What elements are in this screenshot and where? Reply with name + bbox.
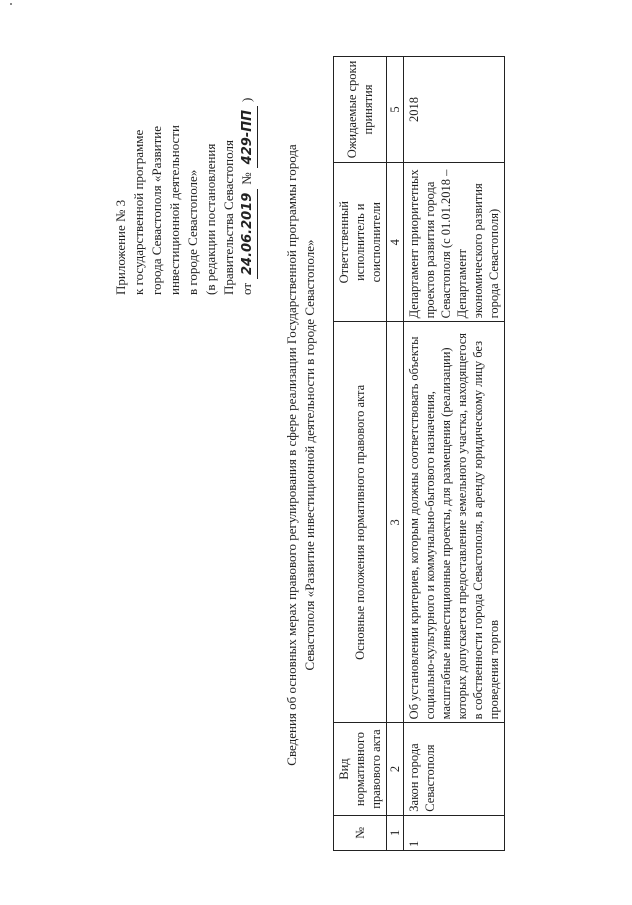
- row-provisions: Об установлении критериев, которым должны соответствовать объекты социально-культурного и коммунально-бытового назначения, масштабные инвестиционные проекты, для размещения (реализации) которых допускается предоставление земельного участка, находящегося в собственности города Севастополя, в аренду юридическому лицу без проведения торгов: [404, 322, 505, 723]
- scan-speck: [10, 3, 12, 5]
- appendix-line: инвестиционной деятельности: [167, 125, 182, 295]
- measures-table: [333, 56, 505, 851]
- appendix-line: к государственной программе: [131, 129, 146, 295]
- document-title: [283, 75, 319, 835]
- appendix-line: Правительства Севастополя: [221, 140, 236, 295]
- column-number: 5: [387, 57, 404, 163]
- number-prefix: №: [239, 172, 254, 185]
- appendix-line: города Севастополя «Развитие: [149, 125, 164, 295]
- appendix-line: Приложение № 3: [113, 199, 128, 295]
- appendix-line: в городе Севастополе»: [185, 169, 200, 295]
- header-act-kind: Вид нормативного правового акта: [334, 723, 387, 815]
- appendix-line: (в редакции постановления: [203, 143, 218, 295]
- column-number: 1: [387, 815, 404, 850]
- header-term: Ожидаемые сроки принятия: [334, 57, 387, 163]
- handwritten-number: 429-ПП: [239, 106, 258, 168]
- column-number-row: [387, 57, 404, 851]
- date-prefix: от: [239, 282, 254, 295]
- closing-paren: ): [239, 97, 254, 103]
- header-provisions: Основные положения нормативного правового акта: [334, 322, 387, 723]
- appendix-header: [112, 70, 258, 295]
- row-number: 1: [404, 815, 505, 850]
- column-number: 2: [387, 723, 404, 815]
- row-responsible: Департамент приоритетных проектов развития города Севастополя (с 01.01.2018 – Департамент экономического развития города Севастополя): [404, 162, 505, 321]
- table-header-row: [334, 57, 387, 851]
- resolution-date-number: [238, 70, 258, 295]
- table-row: [404, 57, 505, 851]
- handwritten-date: 24.06.2019: [239, 189, 258, 279]
- header-number: №: [334, 815, 387, 850]
- row-term: 2018: [404, 57, 505, 163]
- title-line-2: Севастополя «Развитие инвестиционной деятельности в городе Севастополе»: [302, 239, 317, 671]
- column-number: 3: [387, 322, 404, 723]
- column-number: 4: [387, 162, 404, 321]
- row-act-kind: Закон города Севастополя: [404, 723, 505, 815]
- header-responsible: Ответственный исполнитель и соисполнители: [334, 162, 387, 321]
- title-line-1: Сведения об основных мерах правового регулирования в сфере реализации Государственной программы города: [284, 144, 299, 766]
